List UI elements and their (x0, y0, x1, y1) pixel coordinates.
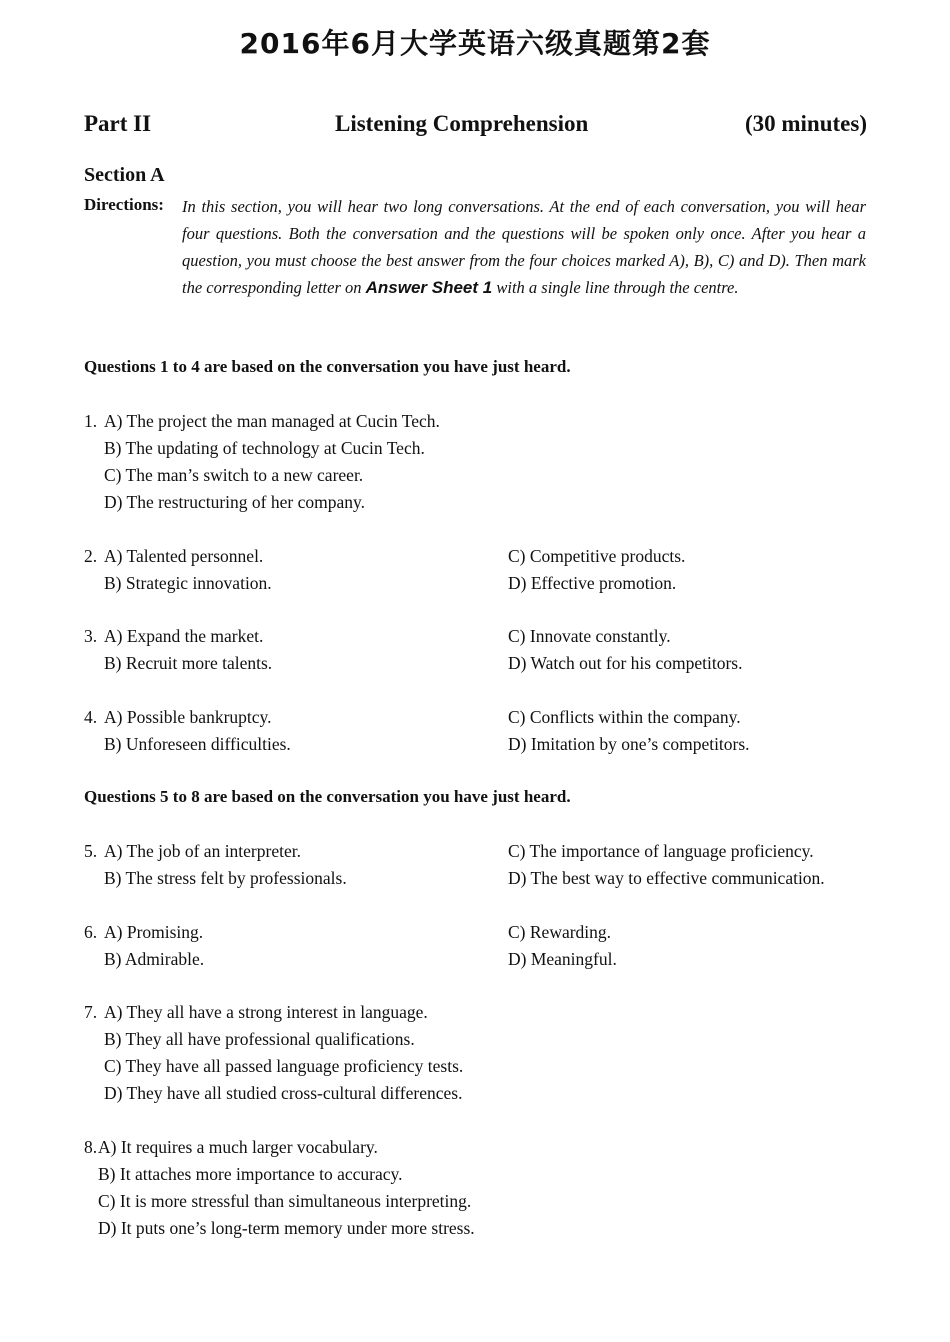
question-3-option-b: B) Recruit more talents. (104, 653, 273, 673)
question-6-option-d: D) Meaningful. (508, 949, 617, 969)
question-number: 3. (84, 626, 98, 646)
question-1-option-d: D) The restructuring of her company. (104, 492, 365, 512)
directions-text-before: In this section, you will hear two long conversations. At the end of each conversation, you will hear four questions. Both the conversation and the questions will be spoken only once. After you hear a question, you must choose the best answer from the four choices marked A), B), C) and D). Then mark the corresponding letter on (182, 197, 866, 297)
part-label: Part II (84, 111, 152, 136)
question-4-option-c: C) Conflicts within the company. (508, 707, 741, 727)
part-time: (30 minutes) (744, 111, 867, 136)
question-7-option-b: B) They all have professional qualifications. (104, 1029, 415, 1049)
question-6-option-b: B) Admirable. (104, 949, 205, 969)
question-7-option-d: D) They have all studied cross-cultural differences. (104, 1083, 463, 1103)
question-1-option-b: B) The updating of technology at Cucin Tech. (104, 438, 425, 458)
question-5-option-b: B) The stress felt by professionals. (104, 868, 347, 888)
question-5-option-c: C) The importance of language proficiency. (508, 841, 814, 861)
question-number: 5. (84, 841, 98, 861)
question-4-option-a: A) Possible bankruptcy. (104, 707, 272, 727)
question-2-option-c: C) Competitive products. (508, 546, 686, 566)
directions-text-after: with a single line through the centre. (492, 278, 739, 297)
question-8-option-a: A) It requires a much larger vocabulary. (98, 1137, 378, 1157)
question-8-option-d: D) It puts one’s long-term memory under more stress. (98, 1218, 475, 1238)
question-number: 4. (84, 707, 98, 727)
question-number: 7. (84, 1002, 98, 1022)
question-number: 6. (84, 922, 98, 942)
question-5-option-a: A) The job of an interpreter. (104, 841, 301, 861)
question-1-option-a: A) The project the man managed at Cucin Tech. (104, 411, 440, 431)
section-heading: Section A (84, 164, 165, 186)
question-number: 8. (84, 1137, 98, 1157)
question-2-option-d: D) Effective promotion. (508, 573, 677, 593)
question-1-option-c: C) The man’s switch to a new career. (104, 465, 364, 485)
directions-text (182, 193, 866, 301)
question-3-option-d: D) Watch out for his competitors. (508, 653, 743, 673)
directions-label: Directions: (84, 195, 164, 214)
question-number: 2. (84, 546, 98, 566)
question-4-option-d: D) Imitation by one’s competitors. (508, 734, 750, 754)
answer-sheet-label: Answer Sheet 1 (365, 278, 493, 297)
part-header (84, 111, 867, 143)
question-2-option-b: B) Strategic innovation. (104, 573, 272, 593)
question-4-option-b: B) Unforeseen difficulties. (104, 734, 291, 754)
page-title: 2016年6月大学英语六级真题第2套 (239, 27, 711, 60)
question-2-option-a: A) Talented personnel. (104, 546, 264, 566)
part-name: Listening Comprehension (335, 111, 589, 136)
question-6-option-c: C) Rewarding. (508, 922, 612, 942)
group-heading-1-4: Questions 1 to 4 are based on the conversation you have just heard. (84, 357, 571, 376)
group-heading-5-8: Questions 5 to 8 are based on the conversation you have just heard. (84, 787, 571, 806)
question-3-option-c: C) Innovate constantly. (508, 626, 671, 646)
question-5-option-d: D) The best way to effective communication. (508, 868, 825, 888)
question-8-option-b: B) It attaches more importance to accuracy. (98, 1164, 403, 1184)
question-number: 1. (84, 411, 98, 431)
question-8-option-c: C) It is more stressful than simultaneous interpreting. (98, 1191, 472, 1211)
question-7-option-c: C) They have all passed language proficiency tests. (104, 1056, 464, 1076)
question-3-option-a: A) Expand the market. (104, 626, 264, 646)
question-7-option-a: A) They all have a strong interest in language. (104, 1002, 428, 1022)
question-6-option-a: A) Promising. (104, 922, 204, 942)
